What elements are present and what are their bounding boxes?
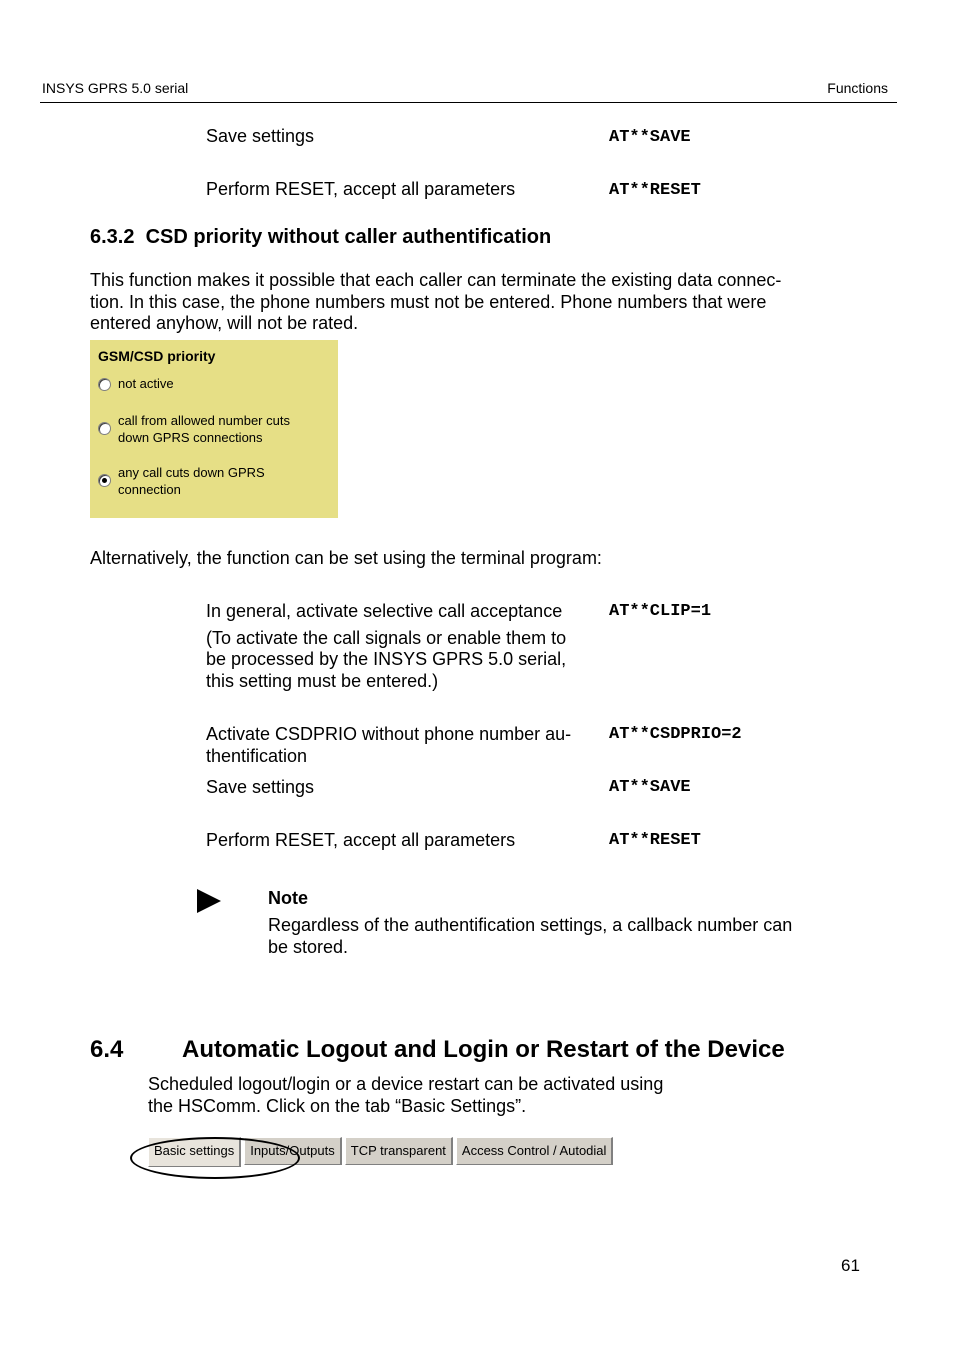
radio-option-allowed-number[interactable] (98, 412, 290, 446)
highlight-circle (130, 1137, 300, 1179)
note-body: Regardless of the authentification settings, a callback number can be stored. (268, 915, 793, 957)
tab-inputs-outputs[interactable]: Inputs/Outputs (244, 1137, 342, 1165)
section-title-64: Automatic Logout and Login or Restart of the Device (182, 1036, 785, 1063)
section-heading-632 (90, 226, 551, 249)
cmd-save-code: AT**SAVE (609, 778, 691, 797)
cmd-code-save: AT**SAVE (609, 128, 691, 147)
cmd-save-label: Save settings (206, 777, 315, 797)
paragraph-line: This function makes it possible that each caller can terminate the existing data connec- (90, 270, 782, 290)
paragraph-line: entered anyhow, will not be rated. (90, 313, 359, 333)
cmd-code-reset: AT**RESET (609, 181, 701, 200)
header-left: INSYS GPRS 5.0 serial (42, 80, 189, 96)
radio-button[interactable] (98, 378, 111, 391)
tab-access-control[interactable]: Access Control / Autodial (456, 1137, 614, 1165)
alt-text: Alternatively, the function can be set using the terminal program: (90, 548, 602, 568)
radio-button[interactable] (98, 422, 111, 435)
cmd-csdprio-label: Activate CSDPRIO without phone number au- thentification (206, 724, 572, 766)
section-title: CSD priority without caller authentification (145, 226, 552, 248)
cmd-clip-code: AT**CLIP=1 (609, 602, 712, 621)
radio-button-selected[interactable] (98, 474, 111, 487)
radio-label: call from allowed number cuts down GPRS connections (118, 413, 290, 445)
cmd-csdprio-code: AT**CSDPRIO=2 (609, 725, 742, 744)
panel-title: GSM/CSD priority (98, 348, 216, 364)
header-right: Functions (827, 80, 888, 96)
radio-option-not-active[interactable] (98, 375, 174, 392)
section-number-64: 6.4 (90, 1036, 124, 1063)
radio-option-any-call[interactable] (98, 464, 265, 498)
gsm-csd-priority-panel (90, 340, 338, 518)
radio-label: not active (118, 376, 174, 391)
radio-label: any call cuts down GPRS connection (118, 465, 265, 497)
note-arrow-icon (197, 889, 221, 913)
section-64-body: Scheduled logout/login or a device restart can be activated using the HSComm. Click on the tab “Basic Settings”. (148, 1074, 664, 1116)
header-divider (40, 102, 897, 103)
note-title: Note (268, 888, 308, 908)
cmd-reset-label: Perform RESET, accept all parameters (206, 830, 516, 850)
tab-basic-settings[interactable]: Basic settings (148, 1137, 241, 1167)
section-number: 6.3.2 (90, 226, 135, 248)
page-number: 61 (841, 1256, 860, 1275)
cmd-reset-code: AT**RESET (609, 831, 701, 850)
cmd-clip-label: In general, activate selective call acceptance (To activate the call signals or enable them to be processed by the INSYS GPRS 5.0 serial, this setting must be entered.) (206, 601, 567, 691)
paragraph-line: tion. In this case, the phone numbers must not be entered. Phone numbers that were (90, 291, 767, 312)
section-paragraph (90, 270, 781, 335)
tab-tcp-transparent[interactable]: TCP transparent (345, 1137, 453, 1165)
cmd-label-save: Save settings (206, 126, 315, 146)
cmd-label-reset: Perform RESET, accept all parameters (206, 179, 516, 199)
